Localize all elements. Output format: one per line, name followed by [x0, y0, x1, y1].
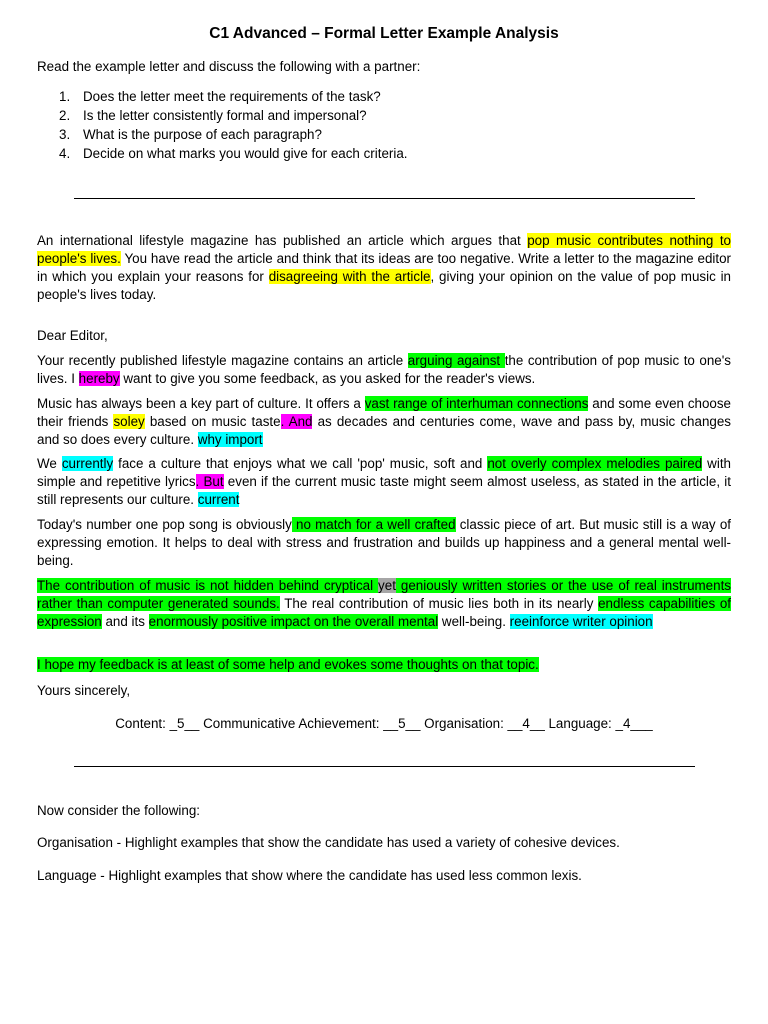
organisation-instruction: Organisation - Highlight examples that show the candidate has used a variety of cohesive devices.: [37, 835, 620, 850]
score-line: Content: _5__ Communicative Achievement: __5__ Organisation: __4__ Language: _4___: [115, 716, 653, 731]
question-item: 2. Is the letter consistently formal and impersonal?: [59, 108, 367, 123]
discussion-questions: [37, 87, 768, 163]
letter-paragraph-4: Today's number one pop song is obviously no match for a well crafted classic piece of art. But music still is a way of expressing emotion. It helps to deal with stress and frustration and builds up happiness and a general mental well-being.: [37, 517, 731, 568]
letter-paragraph-3: We currently face a culture that enjoys what we call 'pop' music, soft and not overly complex melodies paired with simple and repetitive lyrics. But even if the current music taste might seem almost useless, as stated in the article, it still represents our culture. current: [37, 456, 731, 507]
consider-heading: Now consider the following:: [37, 803, 201, 818]
task-prompt: An international lifestyle magazine has published an article which argues that pop music contributes nothing to people's lives. You have read the article and think that its ideas are too negative. Write a letter to the magazine editor in which you explain your reasons for disagreeing with the article, giving your opinion on the value of pop music in people's lives today.: [37, 233, 732, 302]
language-instruction: Language - Highlight examples that show where the candidate has used less common lexis.: [37, 868, 582, 883]
question-item: 3. What is the purpose of each paragraph?: [59, 127, 322, 142]
letter-paragraph-1: Your recently published lifestyle magazine contains an article arguing against the contribution of pop music to one's lives. I hereby want to give you some feedback, as you asked for the reader's views.: [37, 353, 732, 386]
page-title: C1 Advanced – Formal Letter Example Analysis: [209, 25, 559, 42]
intro-text: Read the example letter and discuss the following with a partner:: [37, 59, 421, 74]
letter-paragraph-6: I hope my feedback is at least of some help and evokes some thoughts on that topic.: [37, 657, 539, 672]
letter-salutation: Dear Editor,: [37, 328, 108, 343]
divider-rule: [74, 766, 695, 767]
question-item: 4. Decide on what marks you would give for each criteria.: [59, 146, 408, 161]
letter-closing: Yours sincerely,: [37, 683, 131, 698]
letter-paragraph-2: Music has always been a key part of culture. It offers a vast range of interhuman connections and some even choose their friends soley based on music taste. And as decades and centuries come, wave and pass by, music changes and so does every culture. why import: [37, 396, 732, 447]
question-item: 1. Does the letter meet the requirements of the task?: [59, 89, 381, 104]
letter-paragraph-5: The contribution of music is not hidden behind cryptical yet geniously written stories or the use of real instruments rather than computer generated sounds. The real contribution of music lies both in its nearly endless capabilities of expression and its enormously positive impact on the overall mental well-being. reeinforce writer opinion: [37, 578, 732, 629]
divider-rule: [74, 198, 695, 199]
